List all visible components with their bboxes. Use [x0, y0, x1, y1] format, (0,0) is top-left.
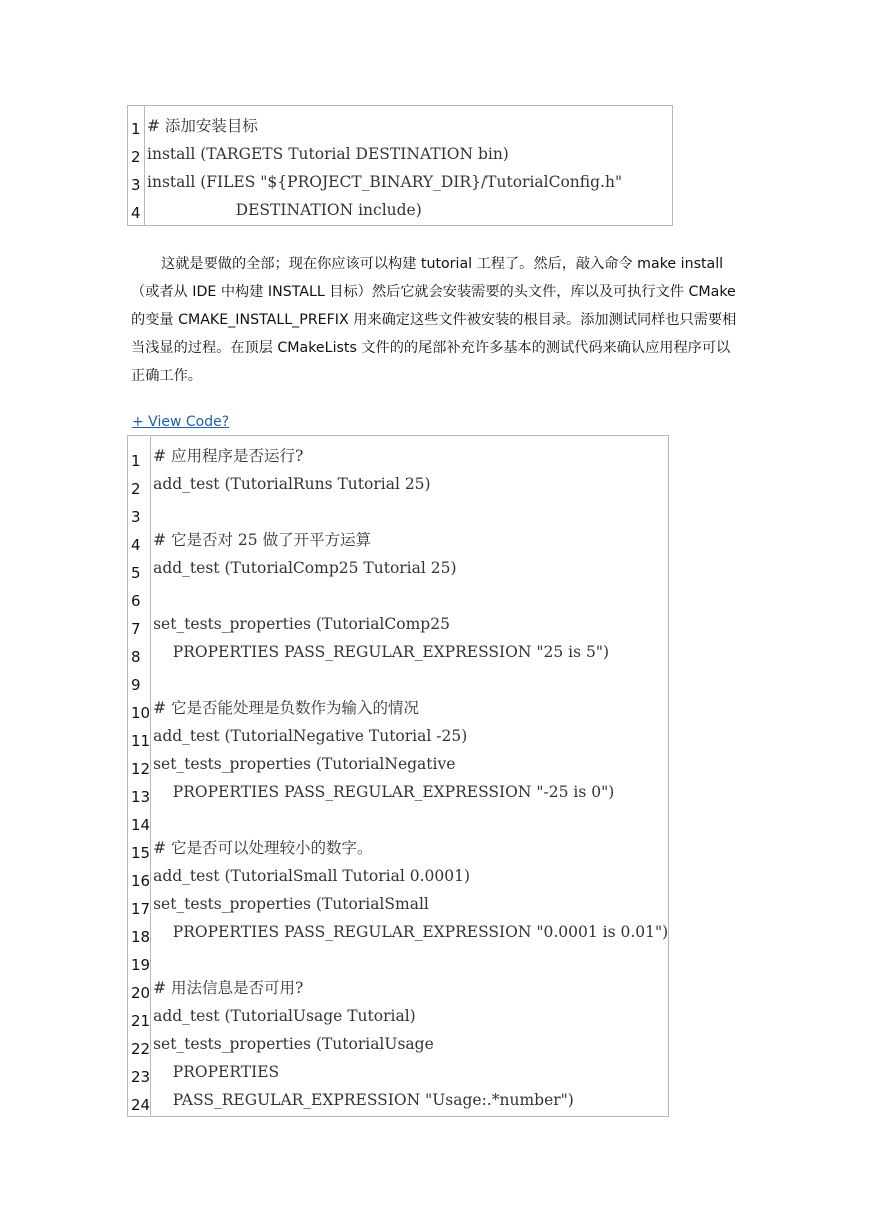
code-block-tests	[127, 435, 669, 1117]
line-number: 12	[131, 760, 151, 778]
line-number: 8	[131, 648, 141, 666]
code-line: # 它是否对 25 做了开平方运算	[153, 531, 372, 549]
line-number: 24	[131, 1096, 151, 1114]
code-line	[151, 946, 668, 974]
code-line	[151, 498, 668, 526]
line-number: 14	[131, 816, 151, 834]
line-number: 5	[131, 564, 141, 582]
code-block-install	[127, 105, 673, 226]
code-line	[151, 806, 668, 834]
line-number: 9	[131, 676, 141, 694]
code-line: DESTINATION include)	[147, 201, 422, 219]
code-lines	[145, 106, 673, 226]
line-number: 23	[131, 1068, 151, 1086]
code-line: PASS_REGULAR_EXPRESSION "Usage:.*number")	[153, 1091, 574, 1109]
code-line: set_tests_properties (TutorialSmall	[153, 895, 429, 913]
line-number: 21	[131, 1012, 151, 1030]
line-number: 18	[131, 928, 151, 946]
code-line: PROPERTIES PASS_REGULAR_EXPRESSION "25 is 5")	[153, 643, 610, 661]
code-line: # 用法信息是否可用?	[153, 979, 304, 997]
code-line: PROPERTIES PASS_REGULAR_EXPRESSION "0.0001 is 0.01")	[153, 923, 669, 941]
code-line: set_tests_properties (TutorialNegative	[153, 755, 456, 773]
code-line: add_test (TutorialComp25 Tutorial 25)	[153, 559, 457, 577]
line-number: 11	[131, 732, 151, 750]
line-number: 20	[131, 984, 151, 1002]
code-line: set_tests_properties (TutorialUsage	[153, 1035, 434, 1053]
line-number: 16	[131, 872, 151, 890]
code-line	[151, 582, 668, 610]
line-number-gutter	[128, 436, 151, 1117]
code-line	[151, 666, 668, 694]
line-number: 19	[131, 956, 151, 974]
line-number: 1	[131, 452, 141, 470]
view-code-link[interactable]: + View Code?	[132, 414, 230, 430]
line-number: 6	[131, 592, 141, 610]
line-number: 22	[131, 1040, 151, 1058]
line-number: 2	[131, 148, 141, 166]
code-line: add_test (TutorialRuns Tutorial 25)	[153, 475, 431, 493]
code-line: # 添加安装目标	[147, 117, 258, 135]
line-number: 3	[131, 508, 141, 526]
code-line: add_test (TutorialSmall Tutorial 0.0001)	[153, 867, 470, 885]
line-number: 3	[131, 176, 141, 194]
line-number: 1	[131, 120, 141, 138]
line-number: 2	[131, 480, 141, 498]
code-line: set_tests_properties (TutorialComp25	[153, 615, 450, 633]
body-paragraph: 这就是要做的全部；现在你应该可以构建 tutorial 工程了。然后，敲入命令 make install（或者从 IDE 中构建 INSTALL 目标）然后它就会安装需要的头文件，库以及可执行文件 CMake 的变量 CMAKE_INSTALL_PREFIX 用来确定这些文件被安装的根目录。添加测试同样也只需要相当浅显的过程。在顶层 CMakeLists 文件的的尾部补充许多基本的测试代码来确认应用程序可以正确工作。	[131, 256, 737, 384]
line-number: 4	[131, 204, 141, 222]
code-line: # 它是否可以处理较小的数字。	[153, 839, 373, 857]
line-number: 17	[131, 900, 151, 918]
code-lines	[151, 436, 669, 1117]
code-line: add_test (TutorialNegative Tutorial -25)	[153, 727, 468, 745]
code-line: PROPERTIES	[153, 1063, 280, 1081]
code-line: add_test (TutorialUsage Tutorial)	[153, 1007, 416, 1025]
code-line: # 应用程序是否运行?	[153, 447, 304, 465]
code-line: # 它是否能处理是负数作为输入的情况	[153, 699, 420, 717]
line-number-gutter	[128, 106, 145, 226]
code-line: install (TARGETS Tutorial DESTINATION bin)	[147, 145, 509, 163]
line-number: 15	[131, 844, 151, 862]
code-line: install (FILES "${PROJECT_BINARY_DIR}/TutorialConfig.h"	[147, 173, 623, 191]
line-number: 13	[131, 788, 151, 806]
line-number: 4	[131, 536, 141, 554]
line-number: 10	[131, 704, 151, 722]
line-number: 7	[131, 620, 141, 638]
code-line: PROPERTIES PASS_REGULAR_EXPRESSION "-25 is 0")	[153, 783, 615, 801]
